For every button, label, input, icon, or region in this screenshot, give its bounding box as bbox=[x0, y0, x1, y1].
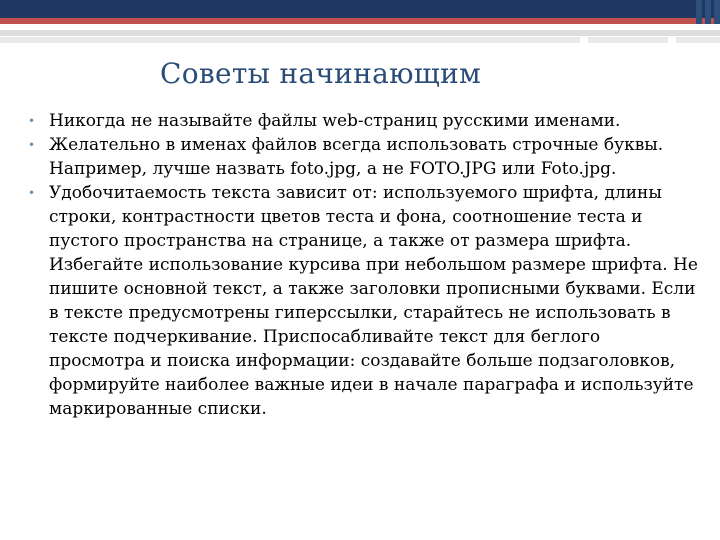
slide-title: Советы начинающим bbox=[160, 57, 482, 90]
decor-strip bbox=[0, 30, 720, 36]
header-block bbox=[705, 0, 711, 24]
decor-strip bbox=[0, 37, 580, 43]
header-blocks bbox=[696, 0, 720, 24]
header-block bbox=[696, 0, 702, 24]
header-accent-stripe bbox=[0, 18, 720, 24]
bullet-item: • Никогда не называйте файлы web-страниц русскими именами. bbox=[28, 109, 698, 133]
slide-body bbox=[28, 109, 698, 421]
bullet-item: • Удобочитаемость текста зависит от: используемого шрифта, длины строки, контрастности цветов теста и фона, соотношение теста и пустого пространства на странице, а также от размера шрифта. Избегайте использование курсива при небольшом размере шрифта. Не пишите основной текст, а также заголовки прописными буквами. Если в тексте предусмотрены гиперссылки, старайтесь не использовать в тексте подчеркивание. Приспосабливайте текст для беглого просмотра и поиска информации: создавайте больше подзаголовков, формируйте наиболее важные идеи в начале параграфа и используйте маркированные списки. bbox=[28, 181, 698, 421]
decor-strip bbox=[588, 37, 668, 43]
bullet-list bbox=[28, 109, 698, 421]
decor-strip bbox=[676, 37, 720, 43]
bullet-item: • Желательно в именах файлов всегда использовать строчные буквы. Например, лучше назвать foto.jpg, а не FOTO.JPG или Foto.jpg. bbox=[28, 133, 698, 181]
header-block bbox=[714, 0, 720, 24]
header-band bbox=[0, 0, 720, 24]
